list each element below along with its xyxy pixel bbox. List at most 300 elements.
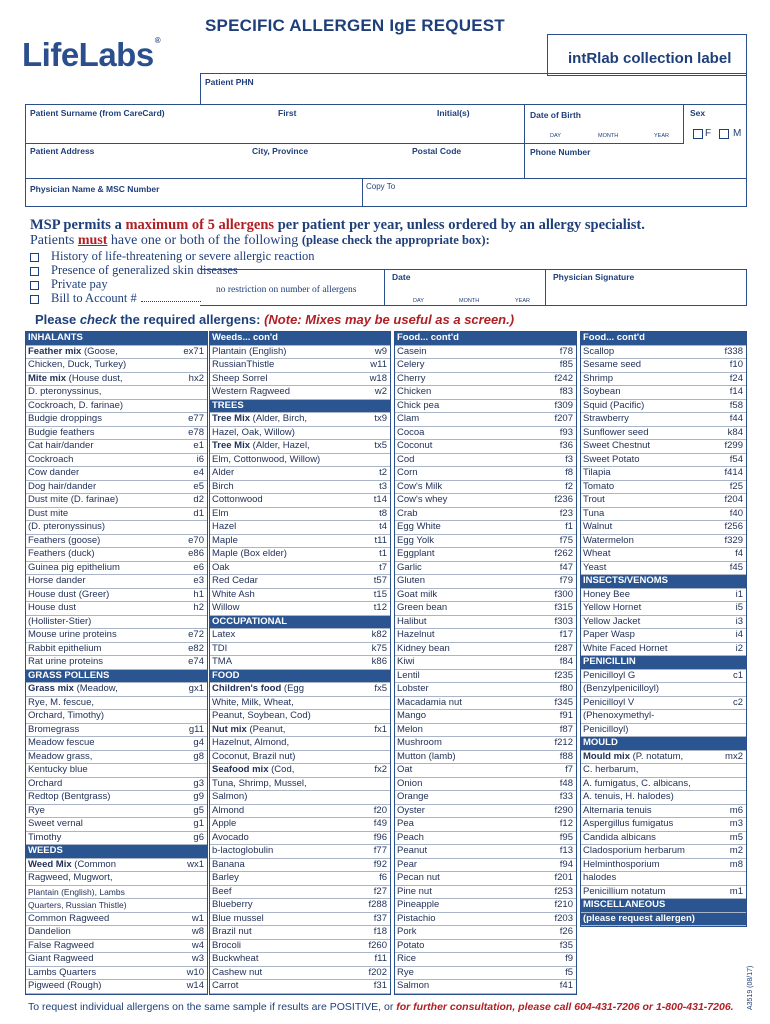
allergen-name: Corn — [397, 467, 418, 478]
allergen-code: f7 — [565, 764, 573, 775]
allergen-row[interactable] — [395, 494, 576, 508]
allergen-code: f45 — [729, 561, 743, 573]
allergen-row[interactable] — [395, 508, 576, 522]
allergen-row[interactable] — [26, 602, 207, 616]
allergen-code: i5 — [735, 602, 743, 613]
allergen-row — [26, 764, 207, 778]
allergen-code: f345 — [554, 696, 573, 708]
allergen-row[interactable] — [395, 616, 576, 630]
allergen-row[interactable] — [395, 940, 576, 954]
allergen-code: e82 — [188, 642, 204, 654]
allergen-row[interactable] — [581, 616, 746, 630]
allergen-row[interactable] — [210, 467, 390, 481]
allergen-row[interactable] — [210, 967, 390, 981]
allergen-row[interactable] — [581, 440, 746, 454]
allergen-code: w11 — [370, 359, 387, 370]
allergen-code: t15 — [373, 588, 387, 600]
allergen-row — [26, 872, 207, 886]
allergen-name: Dust mite — [28, 507, 69, 519]
allergen-name: Macadamia nut — [397, 696, 462, 708]
allergen-name: Children's food (Egg — [212, 683, 305, 694]
allergen-row[interactable] — [210, 602, 390, 616]
allergen-row[interactable] — [210, 845, 390, 859]
allergen-name: Rice — [397, 953, 417, 964]
allergen-code: f95 — [559, 831, 573, 843]
allergen-row[interactable] — [581, 346, 746, 360]
allergen-row[interactable] — [210, 940, 390, 954]
allergen-row[interactable] — [26, 683, 207, 697]
allergen-name: Paper Wasp — [583, 629, 635, 640]
allergen-row[interactable] — [581, 535, 746, 549]
allergen-name: Buckwheat — [212, 953, 259, 964]
allergen-row[interactable] — [210, 683, 390, 697]
allergen-row[interactable] — [395, 899, 576, 913]
allergen-row[interactable] — [210, 535, 390, 549]
allergen-row[interactable] — [210, 913, 390, 927]
allergen-row[interactable] — [26, 494, 207, 508]
section-header — [581, 737, 746, 751]
allergen-code: f288 — [368, 899, 387, 910]
allergen-name: House dust (Greer) — [28, 588, 110, 600]
allergen-row[interactable] — [395, 386, 576, 400]
allergen-row[interactable] — [581, 359, 746, 373]
allergen-code: f13 — [559, 845, 573, 856]
allergen-row[interactable] — [581, 602, 746, 616]
allergen-name: Melon — [397, 723, 423, 735]
section-header — [395, 332, 576, 346]
allergen-name: Celery — [397, 359, 425, 370]
allergen-code: i1 — [735, 588, 743, 600]
allergen-row[interactable] — [395, 980, 576, 994]
allergen-code: f18 — [373, 926, 387, 937]
allergen-code: tx9 — [374, 413, 387, 424]
allergen-name: Mould mix (P. notatum, — [583, 750, 684, 762]
allergen-row[interactable] — [395, 427, 576, 441]
allergen-row[interactable] — [210, 859, 390, 873]
allergen-name: Penicilloyl V — [583, 696, 635, 708]
allergen-row[interactable] — [395, 805, 576, 819]
allergen-row[interactable] — [210, 832, 390, 846]
allergen-row[interactable] — [26, 859, 207, 873]
allergen-row[interactable] — [210, 508, 390, 522]
allergen-column-4 — [580, 331, 747, 927]
allergen-row[interactable] — [26, 454, 207, 468]
section-header-label: (please request allergen) — [583, 912, 695, 924]
phn-field[interactable] — [200, 73, 747, 105]
allergen-row[interactable] — [581, 562, 746, 576]
allergen-name: Hazel — [212, 521, 237, 532]
allergen-row[interactable] — [395, 683, 576, 697]
allergen-code: i4 — [735, 629, 743, 640]
allergen-name: Cashew nut — [212, 966, 263, 978]
allergen-row[interactable] — [395, 926, 576, 940]
allergen-row[interactable] — [581, 413, 746, 427]
allergen-row[interactable] — [210, 386, 390, 400]
allergen-code: w14 — [186, 980, 204, 991]
allergen-code: f47 — [559, 561, 573, 573]
allergen-name: halodes — [583, 872, 617, 883]
allergen-row[interactable] — [26, 373, 207, 387]
allergen-code: m5 — [729, 831, 743, 843]
allergen-name: Willow — [212, 602, 240, 613]
allergen-row[interactable] — [581, 548, 746, 562]
allergen-row[interactable] — [26, 346, 207, 360]
allergen-row[interactable] — [581, 454, 746, 468]
allergen-row[interactable] — [210, 562, 390, 576]
allergen-code: f58 — [729, 399, 743, 411]
allergen-row[interactable] — [395, 737, 576, 751]
allergen-row — [26, 697, 207, 711]
allergen-code: hx2 — [188, 372, 204, 384]
allergen-row[interactable] — [26, 413, 207, 427]
allergen-name: Cat hair/dander — [28, 440, 94, 451]
allergen-row — [581, 778, 746, 792]
allergen-row[interactable] — [581, 400, 746, 414]
allergen-row[interactable] — [395, 845, 576, 859]
allergen-code: e70 — [188, 534, 204, 546]
allergen-code: f75 — [559, 534, 573, 546]
allergen-row[interactable] — [395, 859, 576, 873]
allergen-row[interactable] — [26, 980, 207, 994]
allergen-name: Walnut — [583, 521, 613, 532]
dob-label: Date of Birth — [530, 110, 581, 120]
allergen-row[interactable] — [210, 926, 390, 940]
allergen-row[interactable] — [395, 832, 576, 846]
allergen-code: f236 — [554, 494, 573, 505]
allergen-row[interactable] — [395, 670, 576, 684]
allergen-row[interactable] — [26, 535, 207, 549]
form-title: SPECIFIC ALLERGEN IgE REQUEST — [205, 16, 505, 35]
allergen-row[interactable] — [210, 656, 390, 670]
allergen-row[interactable] — [581, 494, 746, 508]
allergen-row[interactable] — [26, 913, 207, 927]
allergen-code: m3 — [729, 818, 743, 829]
allergen-row[interactable] — [210, 629, 390, 643]
allergen-row[interactable] — [395, 818, 576, 832]
allergen-row[interactable] — [395, 629, 576, 643]
allergen-code: f87 — [559, 723, 573, 735]
allergen-row[interactable] — [395, 562, 576, 576]
allergen-row[interactable] — [26, 953, 207, 967]
allergen-row[interactable] — [395, 643, 576, 657]
allergen-code: f256 — [724, 521, 743, 532]
allergen-row[interactable] — [26, 832, 207, 846]
allergen-row[interactable] — [395, 967, 576, 981]
allergen-row[interactable] — [395, 913, 576, 927]
allergen-row[interactable] — [210, 521, 390, 535]
allergen-name: Cherry — [397, 372, 426, 384]
allergen-row[interactable] — [395, 589, 576, 603]
allergen-code: f96 — [373, 831, 387, 843]
allergen-row[interactable] — [581, 629, 746, 643]
allergen-row[interactable] — [26, 940, 207, 954]
allergen-name: Western Ragweed — [212, 386, 290, 397]
allergen-column-3 — [394, 331, 577, 995]
allergen-code: f303 — [554, 615, 573, 627]
allergen-row[interactable] — [26, 562, 207, 576]
allergen-code: i3 — [735, 615, 743, 627]
allergen-row[interactable] — [581, 521, 746, 535]
allergen-code: t57 — [373, 575, 387, 586]
allergen-row[interactable] — [581, 859, 746, 873]
allergen-code: e74 — [188, 656, 204, 667]
allergen-code: fx5 — [374, 683, 387, 694]
allergen-code: f207 — [554, 413, 573, 424]
allergen-row[interactable] — [210, 373, 390, 387]
allergen-row[interactable] — [395, 764, 576, 778]
allergen-row[interactable] — [395, 751, 576, 765]
allergen-code: f44 — [729, 413, 743, 424]
allergen-code: f77 — [373, 845, 387, 856]
allergen-code: f94 — [559, 858, 573, 870]
allergen-row[interactable] — [395, 400, 576, 414]
phone-label: Phone Number — [530, 147, 591, 157]
allergen-code: f54 — [729, 453, 743, 465]
allergen-code: f309 — [554, 399, 573, 411]
allergen-row[interactable] — [26, 791, 207, 805]
allergen-code: k82 — [371, 629, 387, 640]
allergen-name: Casein — [397, 345, 427, 357]
allergen-row — [581, 724, 746, 738]
allergen-row[interactable] — [395, 575, 576, 589]
allergen-row[interactable] — [581, 845, 746, 859]
allergen-row[interactable] — [581, 481, 746, 495]
allergen-code: w3 — [191, 953, 204, 964]
allergen-row[interactable] — [210, 953, 390, 967]
allergen-row[interactable] — [26, 751, 207, 765]
allergen-row[interactable] — [26, 967, 207, 981]
allergen-row[interactable] — [26, 589, 207, 603]
allergen-row[interactable] — [395, 724, 576, 738]
allergen-name: Coconut — [397, 440, 433, 451]
allergen-name: Hazel, Oak, Willow) — [212, 426, 295, 438]
allergen-name: Avocado — [212, 831, 249, 843]
allergen-code: d1 — [193, 507, 204, 519]
allergen-row[interactable] — [395, 710, 576, 724]
allergen-row[interactable] — [581, 751, 746, 765]
allergen-name: Green bean — [397, 602, 448, 613]
allergen-row[interactable] — [210, 359, 390, 373]
allergen-name: Mutton (lamb) — [397, 750, 456, 762]
allergen-name: Sweet vernal — [28, 818, 83, 829]
allergen-row — [210, 778, 390, 792]
sex-f-label: F — [705, 128, 712, 139]
allergen-row[interactable] — [581, 373, 746, 387]
allergen-row[interactable] — [210, 575, 390, 589]
allergen-row[interactable] — [395, 454, 576, 468]
allergen-row[interactable] — [395, 872, 576, 886]
allergen-row[interactable] — [26, 656, 207, 670]
allergen-row[interactable] — [395, 440, 576, 454]
allergen-row[interactable] — [210, 589, 390, 603]
allergen-row — [210, 791, 390, 805]
section-header-label: INSECTS/VENOMS — [583, 575, 668, 586]
allergen-name: Oat — [397, 764, 413, 775]
allergen-row[interactable] — [210, 886, 390, 900]
section-header-label: MISCELLANEOUS — [583, 899, 666, 910]
allergen-row[interactable] — [395, 535, 576, 549]
allergen-row[interactable] — [581, 589, 746, 603]
allergen-row[interactable] — [581, 697, 746, 711]
allergen-row[interactable] — [395, 656, 576, 670]
allergen-row[interactable] — [581, 467, 746, 481]
allergen-name: Oak — [212, 561, 230, 573]
allergen-row[interactable] — [26, 778, 207, 792]
allergen-row[interactable] — [26, 427, 207, 441]
sex-f-checkbox[interactable] — [693, 129, 703, 139]
allergen-name: Cod — [397, 453, 415, 465]
allergen-code: t11 — [374, 534, 387, 546]
no-restriction-text: no restriction on number of allergens — [216, 285, 357, 295]
allergen-row[interactable] — [395, 791, 576, 805]
allergen-row[interactable] — [26, 818, 207, 832]
allergen-row[interactable] — [210, 872, 390, 886]
allergen-row[interactable] — [210, 805, 390, 819]
allergen-name: Blue mussel — [212, 912, 264, 924]
allergen-row[interactable] — [395, 373, 576, 387]
allergen-name: Candida albicans — [583, 831, 656, 843]
allergen-code: e4 — [193, 467, 204, 478]
checkbox-icon[interactable] — [30, 281, 39, 290]
allergen-row[interactable] — [210, 413, 390, 427]
checkbox-icon[interactable] — [30, 295, 39, 304]
allergen-row[interactable] — [26, 508, 207, 522]
allergen-name: Elm — [212, 507, 229, 519]
msp-requirements: Patients must have one or both of the following (please check the appropriate box): — [30, 233, 490, 248]
allergen-row[interactable] — [581, 818, 746, 832]
option-history[interactable]: History of life-threatening or severe allergic reaction — [30, 249, 315, 264]
allergen-code: g5 — [193, 804, 204, 816]
allergen-code: f3 — [565, 453, 573, 465]
allergen-row[interactable] — [210, 548, 390, 562]
allergen-code: f338 — [724, 345, 743, 357]
allergen-code: f20 — [373, 804, 387, 816]
allergen-row[interactable] — [395, 481, 576, 495]
allergen-name: Clam — [397, 413, 420, 424]
allergen-name: Potato — [397, 939, 425, 951]
allergen-code: f88 — [559, 750, 573, 762]
allergen-code: f242 — [554, 372, 573, 384]
allergen-code: m6 — [729, 804, 743, 816]
allergen-code: e78 — [188, 426, 204, 438]
allergen-name: Lentil — [397, 669, 420, 681]
allergen-row[interactable] — [395, 413, 576, 427]
checkbox-icon[interactable] — [30, 267, 39, 276]
allergen-name: Quarters, Russian Thistle) — [28, 900, 127, 910]
allergen-row[interactable] — [395, 346, 576, 360]
allergen-code: f33 — [559, 791, 573, 802]
allergen-name: Hazelnut — [397, 629, 435, 640]
section-header-label: GRASS POLLENS — [28, 669, 110, 681]
allergen-row — [210, 737, 390, 751]
option-bill-account[interactable]: Bill to Account # — [30, 291, 201, 306]
option-skin-disease[interactable]: Presence of generalized skin diseases — [30, 263, 238, 278]
allergen-name: Coconut, Brazil nut) — [212, 750, 296, 762]
allergen-row[interactable] — [395, 359, 576, 373]
allergen-row[interactable] — [210, 643, 390, 657]
allergen-row[interactable] — [581, 805, 746, 819]
allergen-code: f84 — [559, 656, 573, 667]
allergen-row[interactable] — [581, 508, 746, 522]
allergen-code: mx2 — [725, 750, 743, 762]
allergen-code: f210 — [554, 899, 573, 910]
allergen-name: Penicilloyl) — [583, 723, 629, 735]
allergen-row[interactable] — [581, 643, 746, 657]
allergen-row[interactable] — [581, 886, 746, 900]
allergen-row[interactable] — [395, 886, 576, 900]
allergen-row[interactable] — [210, 899, 390, 913]
allergen-row[interactable] — [210, 764, 390, 778]
sex-m-checkbox[interactable] — [719, 129, 729, 139]
allergen-row[interactable] — [26, 481, 207, 495]
allergen-row[interactable] — [26, 724, 207, 738]
allergen-row[interactable] — [26, 805, 207, 819]
allergen-code: h2 — [193, 602, 204, 613]
allergen-code: f8 — [565, 467, 573, 478]
allergen-row[interactable] — [26, 737, 207, 751]
allergen-row[interactable] — [581, 832, 746, 846]
allergen-row[interactable] — [581, 670, 746, 684]
allergen-name: Chicken, Duck, Turkey) — [28, 359, 127, 370]
allergen-code: f260 — [368, 939, 387, 951]
allergen-row[interactable] — [26, 926, 207, 940]
allergen-row[interactable] — [210, 440, 390, 454]
allergen-name: Cow's Milk — [397, 480, 443, 492]
allergen-row[interactable] — [581, 386, 746, 400]
allergen-code: f262 — [554, 548, 573, 559]
allergen-row[interactable] — [26, 575, 207, 589]
allergen-row[interactable] — [395, 521, 576, 535]
allergen-row[interactable] — [210, 724, 390, 738]
allergen-row[interactable] — [26, 643, 207, 657]
date-year: YEAR — [515, 298, 530, 304]
initials-label: Initial(s) — [437, 108, 470, 118]
allergen-row[interactable] — [395, 778, 576, 792]
allergen-code: f204 — [724, 494, 743, 505]
allergen-code: w4 — [191, 939, 204, 951]
allergen-row[interactable] — [210, 818, 390, 832]
allergen-name: Barley — [212, 872, 239, 883]
allergen-code: tx5 — [374, 440, 387, 451]
allergen-row[interactable] — [395, 602, 576, 616]
msp-notice: MSP permits a maximum of 5 allergens per patient per year, unless ordered by an allergy specialist. — [30, 217, 645, 233]
allergen-code: t12 — [373, 602, 387, 613]
allergen-row[interactable] — [26, 467, 207, 481]
allergen-row[interactable] — [581, 427, 746, 441]
allergen-row[interactable] — [395, 953, 576, 967]
allergen-row[interactable] — [26, 629, 207, 643]
allergen-name: Mushroom — [397, 737, 442, 748]
allergen-row[interactable] — [210, 481, 390, 495]
allergen-name: Chick pea — [397, 399, 440, 411]
allergen-row[interactable] — [26, 548, 207, 562]
allergen-row[interactable] — [210, 980, 390, 994]
allergen-name: Yeast — [583, 561, 607, 573]
allergen-name: Elm, Cottonwood, Willow) — [212, 453, 321, 465]
checkbox-icon[interactable] — [30, 253, 39, 262]
allergen-row[interactable] — [210, 346, 390, 360]
allergen-row[interactable] — [395, 697, 576, 711]
allergen-row[interactable] — [26, 440, 207, 454]
allergen-name: Budgie droppings — [28, 413, 102, 424]
option-private-pay[interactable]: Private pay — [30, 277, 108, 292]
allergen-name: White Ash — [212, 588, 255, 600]
allergen-name: Dog hair/dander — [28, 480, 97, 492]
allergen-row[interactable] — [210, 494, 390, 508]
allergen-row[interactable] — [395, 467, 576, 481]
allergen-row[interactable] — [395, 548, 576, 562]
copy-to-field[interactable] — [362, 178, 747, 207]
